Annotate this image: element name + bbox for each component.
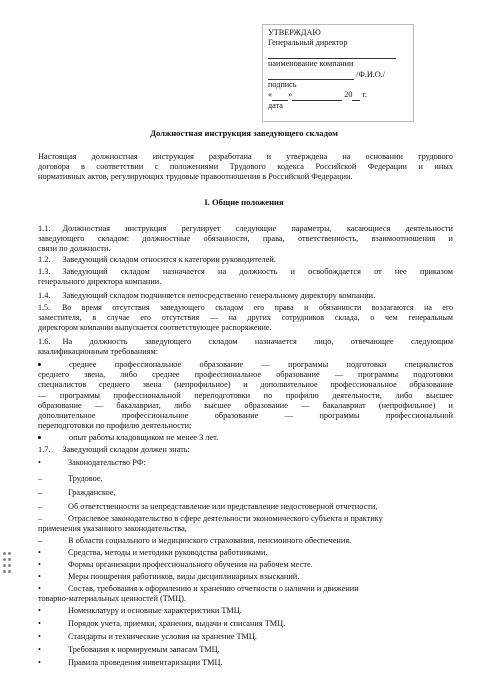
approval-block	[262, 24, 414, 122]
approval-signature-label: подпись	[268, 80, 297, 90]
list-item: – Отраслевое законодательство в сфере деятельности экономического субъекта и практику применения указанного законодательства,	[38, 514, 383, 534]
approval-company-label: наименование компании	[268, 59, 354, 69]
clause-1-7: 1.7. Заведующий складом должен знать:	[38, 445, 190, 454]
section-heading: I. Общие положения	[204, 197, 284, 207]
document-page: УТВЕРЖДАЮ Генеральный директор наименование компании /Ф.И.О./ подпись « » 20 г. дата Должностная инструкция заведующего складом Настоящая должностная инструкция разработана и утверждена на основании трудового договора в соответствии с положениями Трудового кодекса Российской Федерации и иных нормативных актов, регулирующих трудовые правоотношения в Российской Федерации. I. Общие положения 1.1. Должностная инструкция регулирует следующие параметры, касающиеся деятельности заведующего складом: должностные обязанности, права, ответственность, взаимоотношения и связи по должности. 1.2. Заведующий складом относится к категории руководителей. 1.3. Заведующий складом назначается на должность и освобождается от нее приказом генерального директора компании. 1.4. Заведующий складом подчиняется непосредственно генеральному директору компании. 1.5. Во время отсутствия заведующего складом его права и обязанности возлагаются на его заместителя, в случае его отсутствия — на других сотрудников склада, о чем генеральным директором компании выпускается соответствующее распоряжение. 1.6. На должность заведующего складом назначается лицо, отвечающее следующим квалификационным требованиям: среднее профессиональное образование — программы подготовки специалистов среднего звена, либо среднее профессиональное образование — программы подготовки специалистов среднего звена (непрофильное) и дополнительное профессиональное образование — программы профессиональной переподготовки по профилю деятельности, либо высшее образование — бакалавриат, либо высшее образование — бакалавриат (непрофильное) и дополнительное профессиональное образование — программы профессиональной переподготовки по профилю деятельности; опыт работы кладовщиком не менее 3 лет. 1.7. Заведующий складом должен знать: • Законодательство РФ: – Трудовое, – Гражданское, – Об ответственности за непредставление или представление недостоверной отчетности, – Отраслевое законодательство в сфере деятельности экономического субъекта и практику применения указанного законодательства, – В области социального и медицинского страхования, пенсионного обеспечения. • Средства, методы и методики руководства работниками. • Формы организации профессионального обучения на рабочем месте. • Меры поощрения работников, виды дисциплинарных взысканий. • Состав, требования к оформлению и хранению отчетности о наличии и движении товарно-материальных ценностей (ТМЦ). • Номенклатуру и основные характеристики ТМЦ. • Порядок учета, приемки, хранения, выдачи и списания ТМЦ. • Стандарты и технические условия на хранение ТМЦ. • Требования к нормируемым запасам ТМЦ. • Правила проведения инвентаризации ТМЦ.	[0, 0, 488, 687]
document-title: Должностная инструкция заведующего складом	[150, 128, 338, 138]
approval-name-line: /Ф.И.О./	[268, 70, 413, 80]
list-item: • Состав, требования к оформлению и хранению отчетности о наличии и движении товарно-материальных ценностей (ТМЦ).	[38, 584, 359, 604]
education-requirements: среднее профессиональное образование — программы подготовки специалистов среднего звена, либо среднее профессиональное образование — программы подготовки специалистов среднего звена (непрофильное) и дополнительное профессиональное образование — программы профессиональной переподготовки по профилю деятельности, либо высшее образование — бакалавриат, либо высшее образование — бакалавриат (непрофильное) и дополнительное профессиональное образование — программы профессиональной переподготовки по профилю деятельности;	[38, 360, 453, 431]
clause-1-4: 1.4. Заведующий складом подчиняется непосредственно генеральному директору компании.	[38, 291, 376, 300]
clause-1-2: 1.2. Заведующий складом относится к категории руководителей.	[38, 255, 276, 264]
clause-1-6: 1.6. На должность заведующего складом назначается лицо, отвечающее следующим квалификационным требованиям:	[38, 337, 453, 357]
drag-handle-icon[interactable]	[3, 552, 13, 574]
approval-heading: УТВЕРЖДАЮ	[268, 28, 321, 37]
clause-1-5: 1.5. Во время отсутствия заведующего складом его права и обязанности возлагаются на его заместителя, в случае его отсутствия — на других сотрудников склада, о чем генеральным директором компании выпускается соответствующее распоряжение.	[38, 303, 453, 333]
approval-date-label: дата	[268, 100, 283, 110]
clause-1-3: 1.3. Заведующий складом назначается на должность и освобождается от нее приказом генерального директора компании.	[38, 267, 453, 287]
experience-requirement: опыт работы кладовщиком не менее 3 лет.	[38, 433, 453, 443]
clause-1-1: 1.1. Должностная инструкция регулирует следующие параметры, касающиеся деятельности заведующего складом: должностные обязанности, права, ответственность, взаимоотношения и связи по должности.	[38, 224, 453, 254]
intro-paragraph: Настоящая должностная инструкция разработана и утверждена на основании трудового договора в соответствии с положениями Трудового кодекса Российской Федерации и иных нормативных актов, регулирующих трудовые правоотношения в Российской Федерации.	[38, 152, 453, 182]
approval-company-line	[268, 49, 413, 59]
approval-date-line: « » 20 г.	[268, 90, 367, 100]
approval-position: Генеральный директор	[268, 38, 348, 48]
